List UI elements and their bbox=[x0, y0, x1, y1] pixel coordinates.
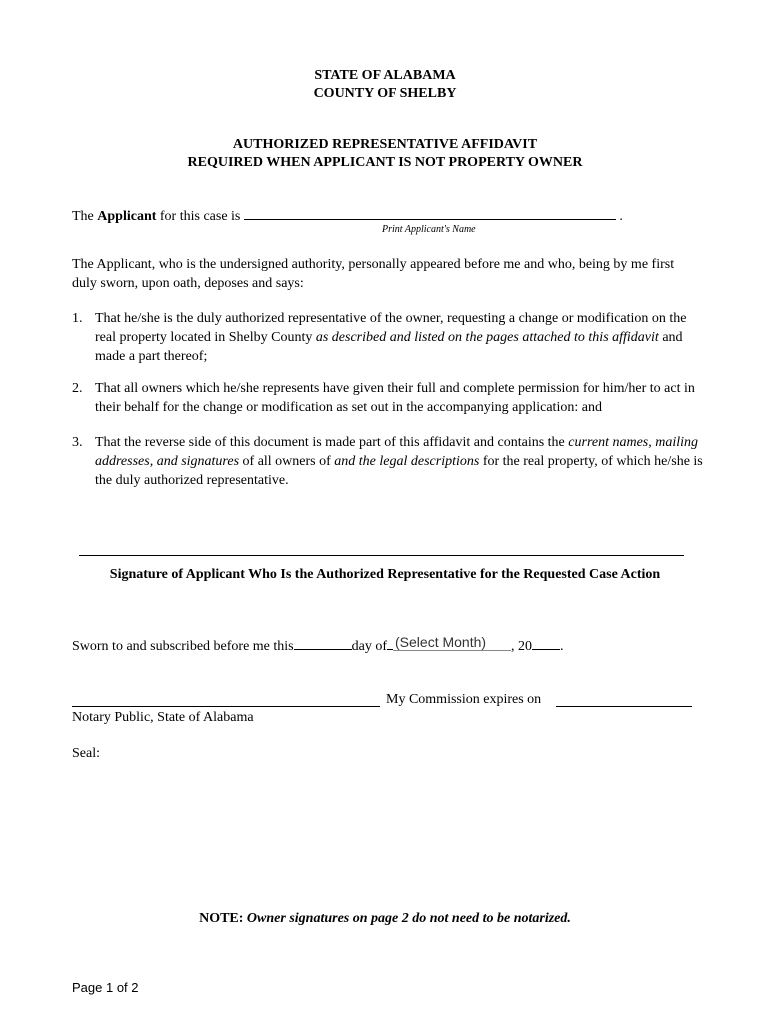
signature-caption: Signature of Applicant Who Is the Authorized Representative for the Requested Case Action bbox=[109, 567, 661, 582]
day-field[interactable] bbox=[294, 636, 352, 650]
county-heading: COUNTY OF SHELBY bbox=[313, 86, 457, 101]
note-label: NOTE: bbox=[199, 911, 244, 926]
item-3-number: 3. bbox=[72, 435, 83, 450]
month-select[interactable]: (Select Month) bbox=[393, 635, 511, 651]
item-2-number: 2. bbox=[72, 381, 83, 396]
item-2-text: That all owners which he/she represents have given their full and complete permission for him/her to act in their behalf for the change or modification as set out in the accompanying application: and bbox=[95, 381, 695, 415]
applicant-name-caption: Print Applicant's Name bbox=[382, 224, 476, 235]
applicant-name-field[interactable] bbox=[244, 206, 616, 220]
item-1-number: 1. bbox=[72, 311, 83, 326]
state-heading: STATE OF ALABAMA bbox=[314, 68, 456, 83]
notary-signature-line[interactable] bbox=[72, 706, 380, 707]
note bbox=[0, 911, 770, 927]
item-3-text: That the reverse side of this document is made part of this affidavit and contains the current names, mailing addresses, and signatures of all owners of and the legal descriptions for the real property, of which he/she is the duly authorized representative. bbox=[95, 435, 703, 488]
item-1-text: That he/she is the duly authorized representative of the owner, requesting a change or modification on the real property located in Shelby County as described and listed on the pages attached to this affidavit and made a part thereof; bbox=[95, 311, 687, 364]
intro-paragraph: The Applicant, who is the undersigned authority, personally appeared before me and who, being by me first duly sworn, upon oath, deposes and says: bbox=[72, 257, 675, 291]
sworn-line: Sworn to and subscribed before me this day of (Select Month) , 20 . bbox=[72, 634, 564, 654]
affidavit-title: AUTHORIZED REPRESENTATIVE AFFIDAVIT bbox=[232, 137, 538, 152]
applicant-label: Applicant bbox=[97, 209, 157, 224]
year-field[interactable] bbox=[532, 636, 560, 650]
commission-expiry-field[interactable] bbox=[556, 706, 692, 707]
notary-label: Notary Public, State of Alabama bbox=[72, 710, 254, 725]
seal-label: Seal: bbox=[72, 746, 100, 761]
commission-label: My Commission expires on bbox=[386, 692, 542, 707]
applicant-line: The Applicant for this case is . bbox=[72, 206, 712, 226]
note-text: Owner signatures on page 2 do not need to be notarized. bbox=[243, 911, 571, 926]
applicant-signature-line[interactable] bbox=[79, 555, 684, 556]
affidavit-subtitle: REQUIRED WHEN APPLICANT IS NOT PROPERTY OWNER bbox=[187, 155, 583, 170]
page-number: Page 1 of 2 bbox=[72, 980, 139, 995]
